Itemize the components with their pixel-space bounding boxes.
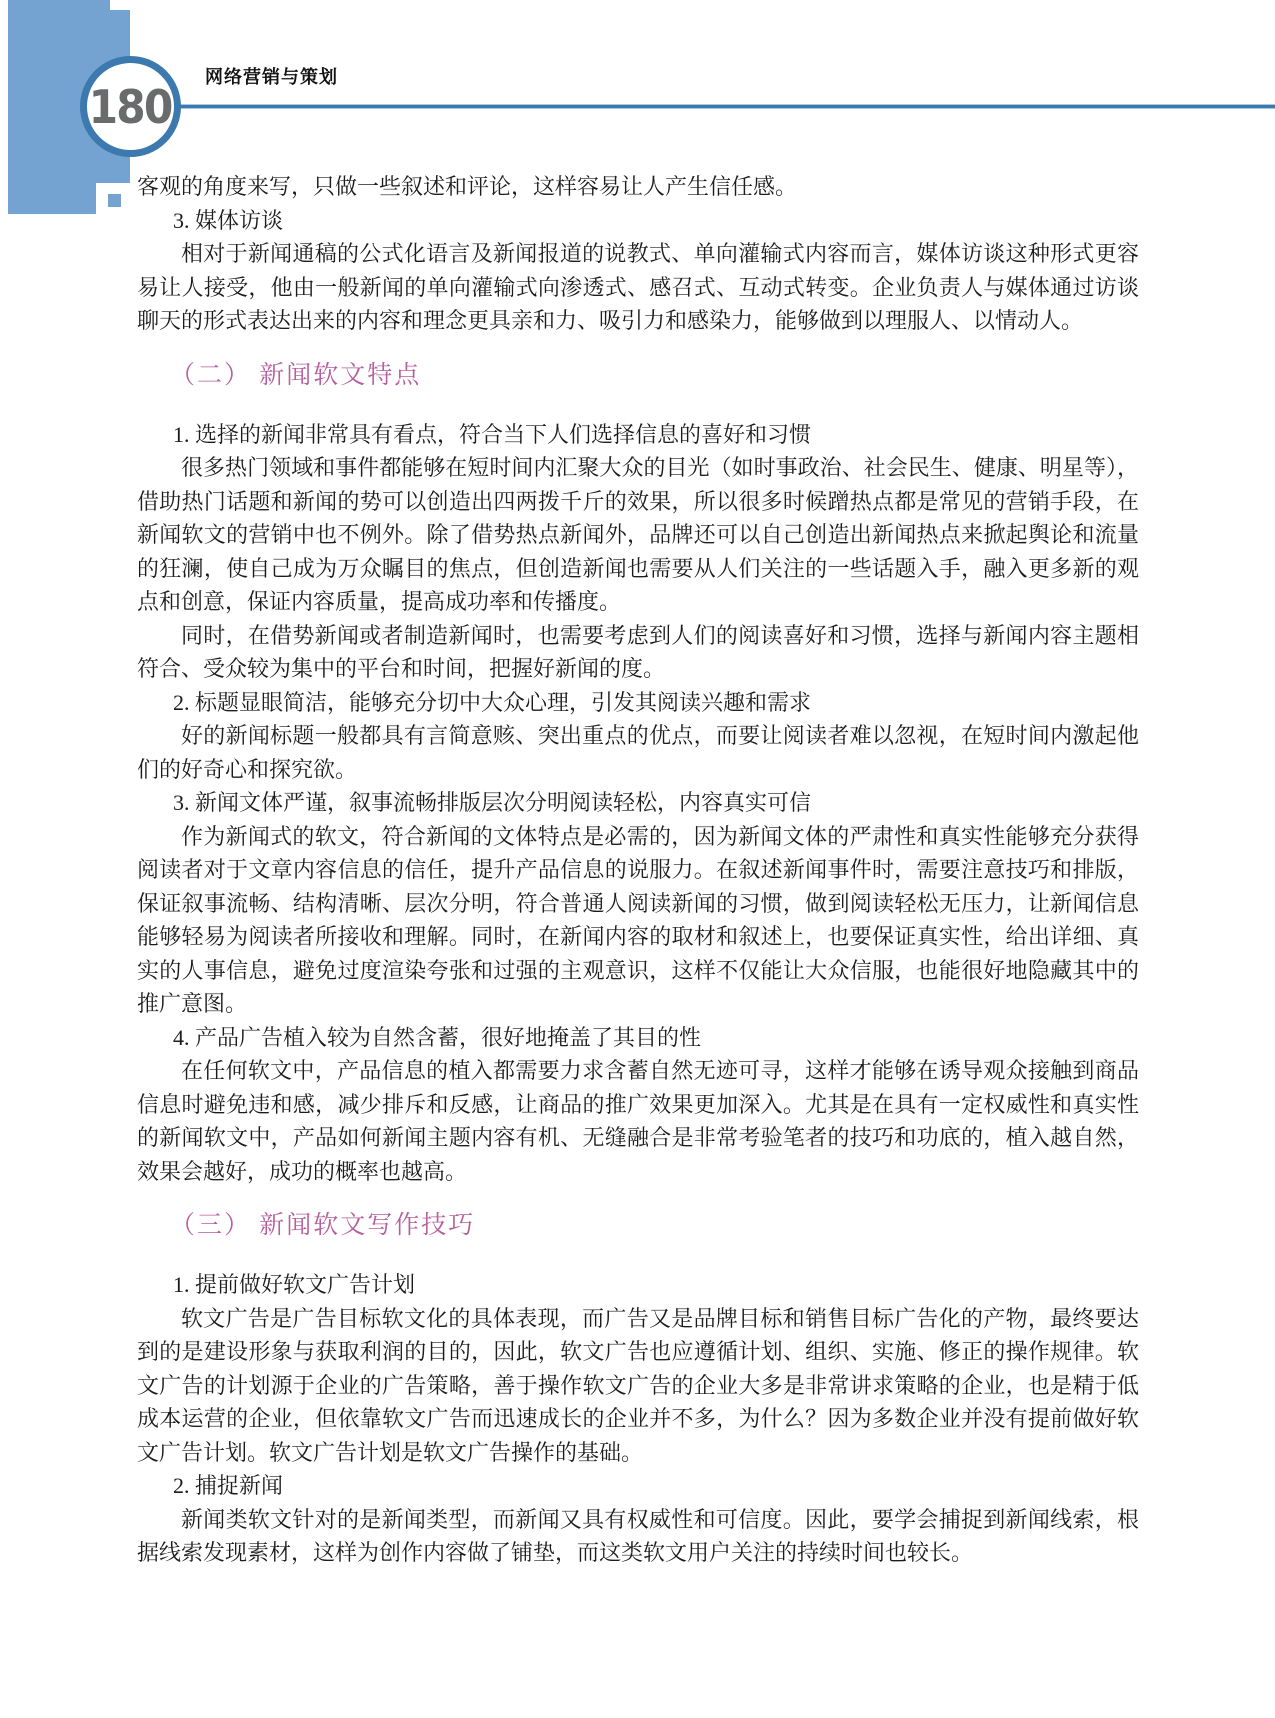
body-paragraph: 相对于新闻通稿的公式化语言及新闻报道的说教式、单向灌输式内容而言，媒体访谈这种形式更容易让人接受，他由一般新闻的单向灌输式向渗透式、感召式、互动式转变。企业负责人与媒体通过访谈聊天的形式表达出来的内容和理念更具亲和力、吸引力和感染力，能够做到以理服人、以情动人。: [137, 241, 1139, 333]
page-body: [137, 170, 1139, 1570]
body-paragraph: 好的新闻标题一般都具有言简意赅、突出重点的优点，而要让阅读者难以忽视，在短时间内激起他们的好奇心和探究欲。: [137, 723, 1139, 782]
decoration-lower-block: [8, 183, 96, 214]
body-paragraph: 在任何软文中，产品信息的植入都需要力求含蓄自然无迹可寻，这样才能够在诱导观众接触到商品信息时避免违和感，减少排斥和反感，让商品的推广效果更加深入。尤其是在具有一定权威性和真实性的新闻软文中，产品如何新闻主题内容有机、无缝融合是非常考验笔者的技巧和功底的，植入越自然，效果会越好，成功的概率也越高。: [137, 1058, 1139, 1184]
body-paragraph: 很多热门领域和事件都能够在短时间内汇聚大众的目光（如时事政治、社会民生、健康、明星等），借助热门话题和新闻的势可以创造出四两拨千斤的效果，所以很多时候蹭热点都是常见的营销手段，在新闻软文的营销中也不例外。除了借势热点新闻外，品牌还可以自己创造出新闻热点来掀起舆论和流量的狂澜，使自己成为万众瞩目的焦点，但创造新闻也需要从人们关注的一些话题入手，融入更多新的观点和创意，保证内容质量，提高成功率和传播度。: [137, 455, 1139, 614]
numbered-item: 4. 产品广告植入较为自然含蓄，很好地掩盖了其目的性: [173, 1024, 702, 1050]
section-heading: （二） 新闻软文特点: [170, 361, 422, 389]
page-number-badge: [80, 56, 181, 157]
decoration-step-top: [8, 0, 110, 10]
body-paragraph: 软文广告是广告目标软文化的具体表现，而广告又是品牌目标和销售目标广告化的产物，最终要达到的是建设形象与获取利润的目的，因此，软文广告也应遵循计划、组织、实施、修正的操作规律。软文广告的计划源于企业的广告策略，善于操作软文广告的企业大多是非常讲求策略的企业，也是精于低成本运营的企业，但依靠软文广告而迅速成长的企业并不多，为什么？因为多数企业并没有提前做好软文广告计划。软文广告计划是软文广告操作的基础。: [137, 1305, 1139, 1465]
numbered-item: 1. 提前做好软文广告计划: [173, 1272, 416, 1297]
body-paragraph: 同时，在借势新闻或者制造新闻时，也需要考虑到人们的阅读喜好和习惯，选择与新闻内容主题相符合、受众较为集中的平台和时间，把握好新闻的度。: [137, 622, 1139, 681]
numbered-item: 3. 新闻文体严谨，叙事流畅排版层次分明阅读轻松，内容真实可信: [173, 790, 812, 815]
decoration-small-square: [108, 194, 121, 207]
header-rule-line: [131, 104, 1275, 109]
section-heading: （三） 新闻软文写作技巧: [170, 1212, 476, 1239]
numbered-item: 2. 标题显眼简洁，能够充分切中大众心理，引发其阅读兴趣和需求: [173, 689, 812, 715]
body-paragraph: 客观的角度来写，只做一些叙述和评论，这样容易让人产生信任感。: [137, 174, 798, 199]
numbered-item: 2. 捕捉新闻: [173, 1473, 284, 1498]
numbered-item: 1. 选择的新闻非常具有看点，符合当下人们选择信息的喜好和习惯: [173, 421, 812, 447]
page-number: 180: [89, 79, 172, 134]
body-paragraph: 作为新闻式的软文，符合新闻的文体特点是必需的，因为新闻文体的严肃性和真实性能够充分获得阅读者对于文章内容信息的信任，提升产品信息的说服力。在叙述新闻事件时，需要注意技巧和排版，保证叙事流畅、结构清晰、层次分明，符合普通人阅读新闻的习惯，做到阅读轻松无压力，让新闻信息能够轻易为阅读者所接收和理解。同时，在新闻内容的取材和叙述上，也要保证真实性，给出详细、真实的人事信息，避免过度渲染夸张和过强的主观意识，这样不仅能让大众信服，也能很好地隐藏其中的推广意图。: [137, 823, 1139, 1016]
numbered-item: 3. 媒体访谈: [173, 207, 284, 233]
book-title: 网络营销与策划: [205, 67, 338, 87]
body-paragraph: 新闻类软文针对的是新闻类型，而新闻又具有权威性和可信度。因此，要学会捕捉到新闻线索，根据线索发现素材，这样为创作内容做了铺垫，而这类软文用户关注的持续时间也较长。: [137, 1506, 1139, 1565]
